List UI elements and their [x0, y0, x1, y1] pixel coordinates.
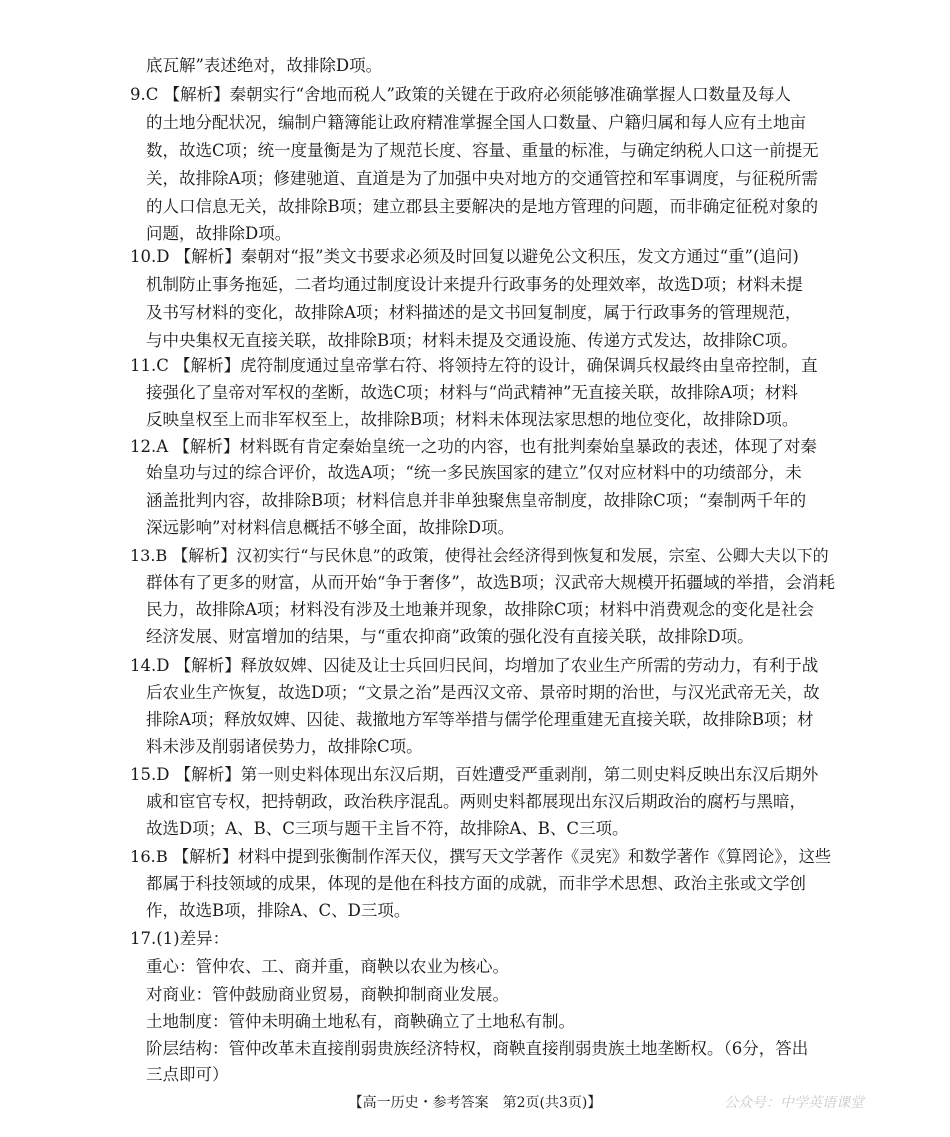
- text-line: 深远影响”对材料信息概括不够全面，故排除D项。: [146, 518, 515, 537]
- text-line: 机制防止事务拖延，二者均通过制度设计来提升行政事务的处理效率，故选D项；材料未提: [146, 275, 803, 294]
- answer-14-line: 14.D 【解析】释放奴婢、囚徒及让士兵回归民间，均增加了农业生产所需的劳动力，有利于战: [130, 656, 819, 675]
- text-line: 故选D项；A、B、C三项与题干主旨不符，故排除A、B、C三项。: [146, 819, 629, 838]
- text-line: 经济发展、财富增加的结果，与“重农抑商”政策的强化没有直接关联，故排除D项。: [146, 627, 754, 646]
- answer-15-line: 15.D 【解析】第一则史料体现出东汉后期，百姓遭受严重剥削，第二则史料反映出东汉后期外: [130, 765, 819, 784]
- answer-17-line: 17.(1)差异：: [130, 929, 230, 948]
- text-line: 反映皇权至上而非军权至上，故排除B项；材料未体现法家思想的地位变化，故排除D项。: [146, 410, 799, 429]
- watermark-text: 公众号：中学英语课堂: [724, 1095, 864, 1111]
- text-line: 三点即可）: [146, 1065, 229, 1084]
- text-line: 问题，故排除D项。: [146, 224, 292, 243]
- text-line: 群体有了更多的财富，从而开始“争于奢侈”，故选B项；汉武帝大规模开拓疆域的举措，会消耗: [146, 573, 835, 592]
- text-line: 排除A项；释放奴婢、囚徒、裁撤地方军等举措与儒学伦理重建无直接关联，故排除B项；材: [146, 710, 814, 729]
- text-line: 阶层结构：管仲改革未直接削弱贵族经济特权，商鞅直接削弱贵族土地垄断权。（6分，答出: [146, 1039, 809, 1058]
- answer-12-line: 12.A 【解析】材料既有肯定秦始皇统一之功的内容，也有批判秦始皇暴政的表述，体现了对秦: [130, 437, 817, 456]
- answer-9-line: 9.C 【解析】秦朝实行“舍地而税人”政策的关键在于政府必须能够准确掌握人口数量及每人: [130, 85, 791, 104]
- text-line: 重心：管仲农、工、商并重，商鞅以农业为核心。: [146, 957, 509, 976]
- text-line: 后农业生产恢复，故选D项；“文景之治”是西汉文帝、景帝时期的治世，与汉光武帝无关，故: [146, 683, 820, 702]
- text-line: 的土地分配状况，编制户籍簿能让政府精准掌握全国人口数量、户籍归属和每人应有土地亩: [146, 113, 806, 132]
- text-line: 戚和宦官专权，把持朝政，政治秩序混乱。两则史料都展现出东汉后期政治的腐朽与黑暗，: [146, 792, 806, 811]
- text-line: 底瓦解”表述绝对，故排除D项。: [146, 56, 383, 75]
- answer-10-line: 10.D 【解析】秦朝对“报”类文书要求必须及时回复以避免公文积压，发文方通过“重”(追问): [130, 247, 799, 266]
- text-line: 都属于科技领域的成果，体现的是他在科技方面的成就，而非学术思想、政治主张或文学创: [146, 874, 806, 893]
- text-line: 作，故选B项，排除A、C、D三项。: [146, 901, 411, 920]
- text-line: 关，故排除A项；修建驰道、直道是为了加强中央对地方的交通管控和军事调度，与征税所需: [146, 169, 818, 188]
- text-line: 与中央集权无直接关联，故排除B项；材料未提及交通设施、传递方式发达，故排除C项。: [146, 331, 798, 350]
- text-line: 始皇功与过的综合评价，故选A项；“统一多民族国家的建立”仅对应材料中的功绩部分，未: [146, 463, 802, 482]
- text-line: 的人口信息无关，故排除B项；建立郡县主要解决的是地方管理的问题，而非确定征税对象的: [146, 197, 819, 216]
- text-line: 接强化了皇帝对军权的垄断，故选C项；材料与“尚武精神”无直接关联，故排除A项；材料: [146, 383, 798, 402]
- answer-13-line: 13.B 【解析】汉初实行“与民休息”的政策，使得社会经济得到恢复和发展，宗室、公卿大夫以下的: [130, 546, 829, 565]
- text-line: 涵盖批判内容，故排除B项；材料信息并非单独聚焦皇帝制度，故排除C项；“秦制两千年的: [146, 491, 807, 510]
- text-line: 土地制度：管仲未明确土地私有，商鞅确立了土地私有制。: [146, 1012, 575, 1031]
- text-line: 民力，故排除A项；材料没有涉及土地兼并现象，故排除C项；材料中消费观念的变化是社会: [146, 600, 815, 619]
- text-line: 对商业：管仲鼓励商业贸易，商鞅抑制商业发展。: [146, 985, 509, 1004]
- answer-16-line: 16.B 【解析】材料中提到张衡制作浑天仪，撰写天文学著作《灵宪》和数学著作《算罔论》，这些: [130, 847, 832, 866]
- text-line: 料未涉及削弱诸侯势力，故排除C项。: [146, 737, 423, 756]
- text-line: 数，故选C项；统一度量衡是为了规范长度、容量、重量的标准，与确定纳税人口这一前提无: [146, 141, 819, 160]
- answer-11-line: 11.C 【解析】虎符制度通过皇帝掌右符、将领持左符的设计，确保调兵权最终由皇帝控制，直: [130, 356, 818, 375]
- text-line: 及书写材料的变化，故排除A项；材料描述的是文书回复制度，属于行政事务的管理规范，: [146, 303, 802, 322]
- page-footer: 【高一历史・参考答案 第2页(共3页)】: [348, 1095, 602, 1111]
